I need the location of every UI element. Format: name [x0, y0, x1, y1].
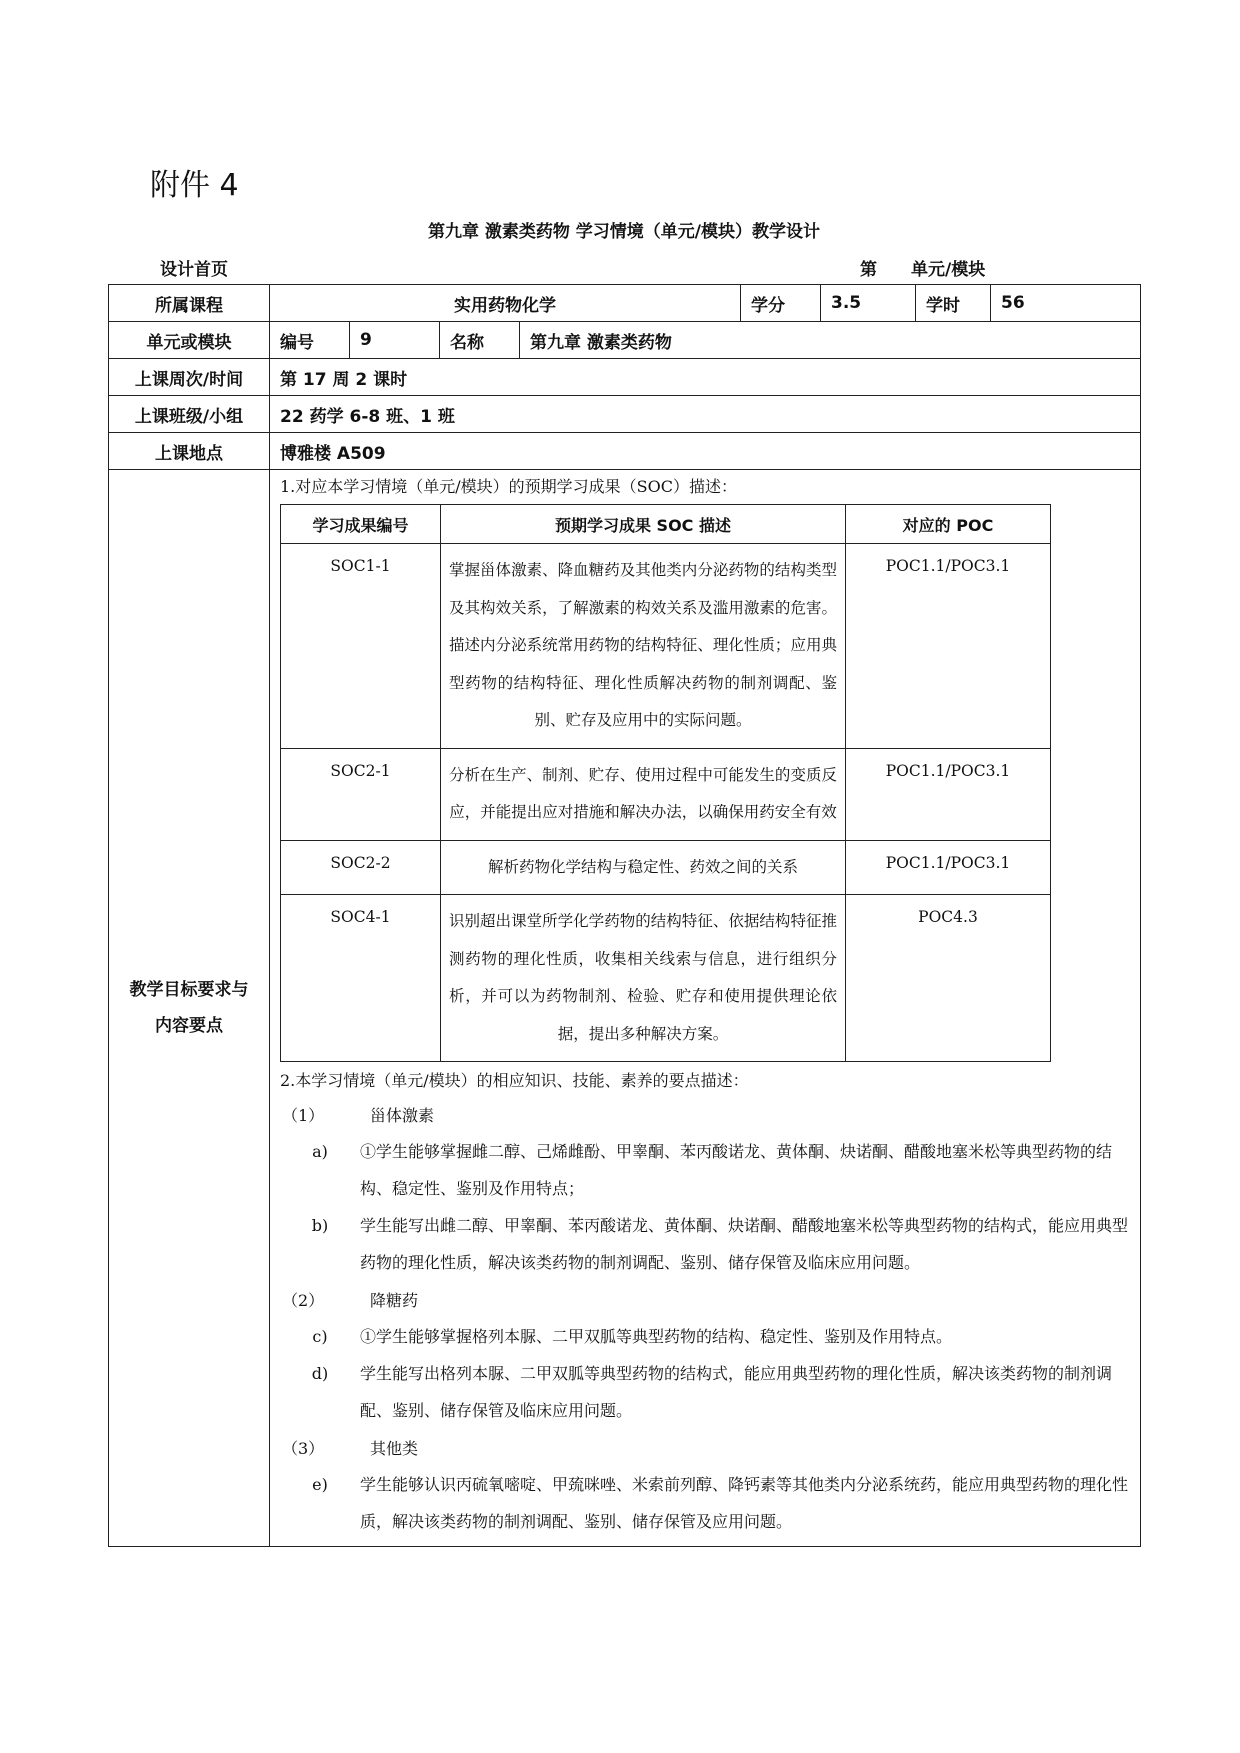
- list-item: [280, 1318, 1132, 1355]
- soc-description: 分析在生产、制剂、贮存、使用过程中可能发生的变质反应，并能提出应对措施和解决办法，以确保用药安全有效: [441, 748, 846, 840]
- module-label: 单元或模块: [109, 322, 270, 359]
- soc-header-code: 学习成果编号: [281, 505, 441, 544]
- place-label: 上课地点: [109, 433, 270, 470]
- class-row: [109, 396, 1141, 433]
- section-title: 降糖药: [370, 1291, 419, 1310]
- soc-table: [280, 504, 1051, 1062]
- class-label: 上课班级/小组: [109, 396, 270, 433]
- soc-poc: POC4.3: [846, 895, 1051, 1062]
- week-label: 上课周次/时间: [109, 359, 270, 396]
- soc-row: [281, 895, 1051, 1062]
- soc-code: SOC2-1: [281, 748, 441, 840]
- hours-label: 学时: [916, 285, 991, 322]
- attachment-label: 附件 4: [150, 168, 239, 203]
- place-row: [109, 433, 1141, 470]
- soc-row: [281, 840, 1051, 895]
- soc-header-desc: 预期学习成果 SOC 描述: [441, 505, 846, 544]
- name-label: 名称: [440, 322, 520, 359]
- soc-row: [281, 544, 1051, 749]
- credit-label: 学分: [741, 285, 821, 322]
- item-letter: b): [311, 1216, 329, 1235]
- soc-description: 解析药物化学结构与稳定性、药效之间的关系: [441, 840, 846, 895]
- cover-unit-suffix: 单元/模块: [911, 260, 986, 280]
- soc-poc: POC1.1/POC3.1: [846, 840, 1051, 895]
- soc-header-poc: 对应的 POC: [846, 505, 1051, 544]
- course-value: 实用药物化学: [270, 285, 741, 322]
- item-letter: a): [312, 1142, 328, 1161]
- item-letter: d): [311, 1364, 329, 1383]
- objectives-label: [109, 470, 270, 1547]
- place-value: 博雅楼 A509: [270, 433, 1141, 470]
- soc-row: [281, 748, 1051, 840]
- item-letter: e): [312, 1475, 328, 1494]
- section-heading: [280, 1429, 1132, 1466]
- soc-description: 掌握甾体激素、降血糖药及其他类内分泌药物的结构类型及其构效关系，了解激素的构效关系及滥用激素的危害。描述内分泌系统常用药物的结构特征、理化性质；应用典型药物的结构特征、理化性质解决药物的制剂调配、鉴别、贮存及应用中的实际问题。: [441, 544, 846, 749]
- soc-code: SOC4-1: [281, 895, 441, 1062]
- section-title: 甾体激素: [370, 1106, 435, 1125]
- item-text: 学生能写出雌二醇、甲睾酮、苯丙酸诺龙、黄体酮、炔诺酮、醋酸地塞米松等典型药物的结构式，能应用典型药物的理化性质，解决该类药物的制剂调配、鉴别、储存保管及临床应用问题。: [360, 1216, 1129, 1272]
- code-value: 9: [350, 322, 440, 359]
- item-text: ①学生能够掌握雌二醇、己烯雌酚、甲睾酮、苯丙酸诺龙、黄体酮、炔诺酮、醋酸地塞米松等典型药物的结构、稳定性、鉴别及作用特点；: [360, 1142, 1113, 1198]
- list-item: [280, 1207, 1132, 1281]
- soc-intro: 1.对应本学习情境（单元/模块）的预期学习成果（SOC）描述：: [280, 477, 737, 496]
- objectives-label-line1: 教学目标要求与: [129, 980, 249, 1000]
- class-value: 22 药学 6-8 班、1 班: [270, 396, 1141, 433]
- week-value: 第 17 周 2 课时: [270, 359, 1141, 396]
- document-title: 第九章 激素类药物 学习情境（单元/模块）教学设计: [427, 222, 821, 242]
- soc-description: 识别超出课堂所学化学药物的结构特征、依据结构特征推测药物的理化性质，收集相关线索与信息，进行组织分析，并可以为药物制剂、检验、贮存和使用提供理论依据，提出多种解决方案。: [441, 895, 846, 1062]
- item-letter: c): [312, 1327, 328, 1346]
- section-heading: [280, 1096, 1132, 1133]
- objectives-label-line2: 内容要点: [155, 1016, 223, 1036]
- name-value: 第九章 激素类药物: [520, 322, 1141, 359]
- section-heading: [280, 1281, 1132, 1318]
- course-row: [109, 285, 1141, 322]
- code-label: 编号: [270, 322, 350, 359]
- points-intro: 2.本学习情境（单元/模块）的相应知识、技能、素养的要点描述：: [280, 1071, 749, 1090]
- design-table: [108, 284, 1141, 1547]
- soc-code: SOC1-1: [281, 544, 441, 749]
- item-text: ①学生能够掌握格列本脲、二甲双胍等典型药物的结构、稳定性、鉴别及作用特点。: [360, 1327, 953, 1346]
- credit-value: 3.5: [821, 285, 916, 322]
- cover-unit-label: [860, 255, 985, 280]
- section-title: 其他类: [370, 1439, 419, 1458]
- item-text: 学生能写出格列本脲、二甲双胍等典型药物的结构式，能应用典型药物的理化性质，解决该类药物的制剂调配、鉴别、储存保管及临床应用问题。: [360, 1364, 1113, 1420]
- hours-value: 56: [991, 285, 1141, 322]
- list-item: [280, 1466, 1132, 1540]
- cover-unit-prefix: 第: [860, 260, 877, 280]
- week-row: [109, 359, 1141, 396]
- module-row: [109, 322, 1141, 359]
- section-number: （1）: [282, 1106, 325, 1125]
- soc-poc: POC1.1/POC3.1: [846, 544, 1051, 749]
- soc-code: SOC2-2: [281, 840, 441, 895]
- objectives-content: [270, 470, 1141, 1547]
- soc-header-row: [281, 505, 1051, 544]
- section-number: （2）: [282, 1291, 325, 1310]
- objectives-row: [109, 470, 1141, 1547]
- item-text: 学生能够认识丙硫氧嘧啶、甲巯咪唑、米索前列醇、降钙素等其他类内分泌系统药，能应用典型药物的理化性质，解决该类药物的制剂调配、鉴别、储存保管及应用问题。: [360, 1475, 1129, 1531]
- course-label: 所属课程: [109, 285, 270, 322]
- list-item: [280, 1355, 1132, 1429]
- list-item: [280, 1133, 1132, 1207]
- soc-poc: POC1.1/POC3.1: [846, 748, 1051, 840]
- cover-page-label: 设计首页: [160, 260, 228, 280]
- section-number: （3）: [282, 1439, 325, 1458]
